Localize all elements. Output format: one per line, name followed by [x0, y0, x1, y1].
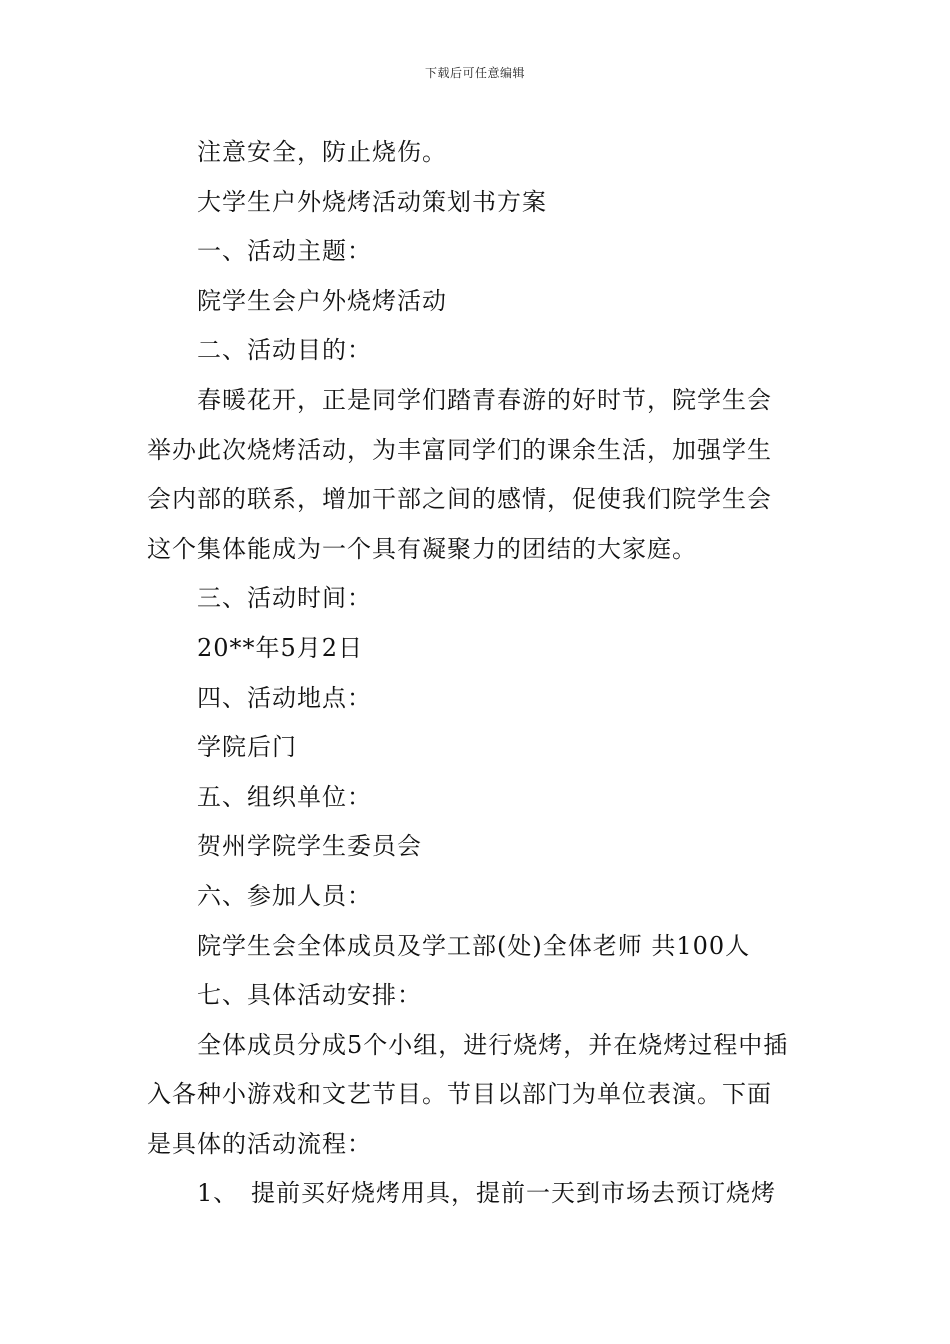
list-item-number: 1、: [197, 1179, 239, 1208]
section-body-organizer: 贺州学院学生委员会: [197, 832, 422, 861]
arrangement-paragraph-line: 是具体的活动流程：: [147, 1129, 372, 1158]
section-heading-purpose: 二、活动目的：: [197, 336, 372, 365]
section-heading-theme: 一、活动主题：: [197, 237, 372, 266]
section-heading-location: 四、活动地点：: [197, 683, 372, 712]
numbered-list-item: [147, 1169, 807, 1219]
purpose-paragraph-line: 这个集体能成为一个具有凝聚力的团结的大家庭。: [147, 534, 697, 563]
section-body-location: 学院后门: [197, 733, 297, 762]
purpose-paragraph-line: 会内部的联系，增加干部之间的感情，促使我们院学生会: [147, 485, 772, 514]
paragraph-line: 注意安全，防止烧伤。: [197, 138, 447, 166]
list-item-text: 提前买好烧烤用具，提前一天到市场去预订烧烤: [251, 1179, 776, 1208]
section-body-time: 20**年5月2日: [197, 633, 364, 662]
section-heading-time: 三、活动时间：: [197, 584, 372, 613]
section-heading-participants: 六、参加人员：: [197, 881, 372, 910]
arrangement-paragraph-line: 全体成员分成5个小组，进行烧烤，并在烧烤过程中插: [197, 1030, 789, 1059]
page-header-note: 下载后可任意编辑: [424, 66, 525, 80]
section-body-participants: 院学生会全体成员及学工部(处)全体老师 共100人: [197, 931, 751, 960]
document-body: [147, 128, 807, 1219]
section-body-theme: 院学生会户外烧烤活动: [197, 286, 447, 315]
section-heading-arrangement: 七、具体活动安排：: [197, 981, 422, 1010]
arrangement-paragraph-line: 入各种小游戏和文艺节目。节目以部门为单位表演。下面: [147, 1080, 772, 1109]
section-heading-organizer: 五、组织单位：: [197, 782, 372, 811]
purpose-paragraph-line: 举办此次烧烤活动，为丰富同学们的课余生活，加强学生: [147, 435, 772, 464]
document-title: 大学生户外烧烤活动策划书方案: [197, 187, 547, 216]
purpose-paragraph-line: 春暖花开，正是同学们踏青春游的好时节，院学生会: [197, 385, 772, 414]
